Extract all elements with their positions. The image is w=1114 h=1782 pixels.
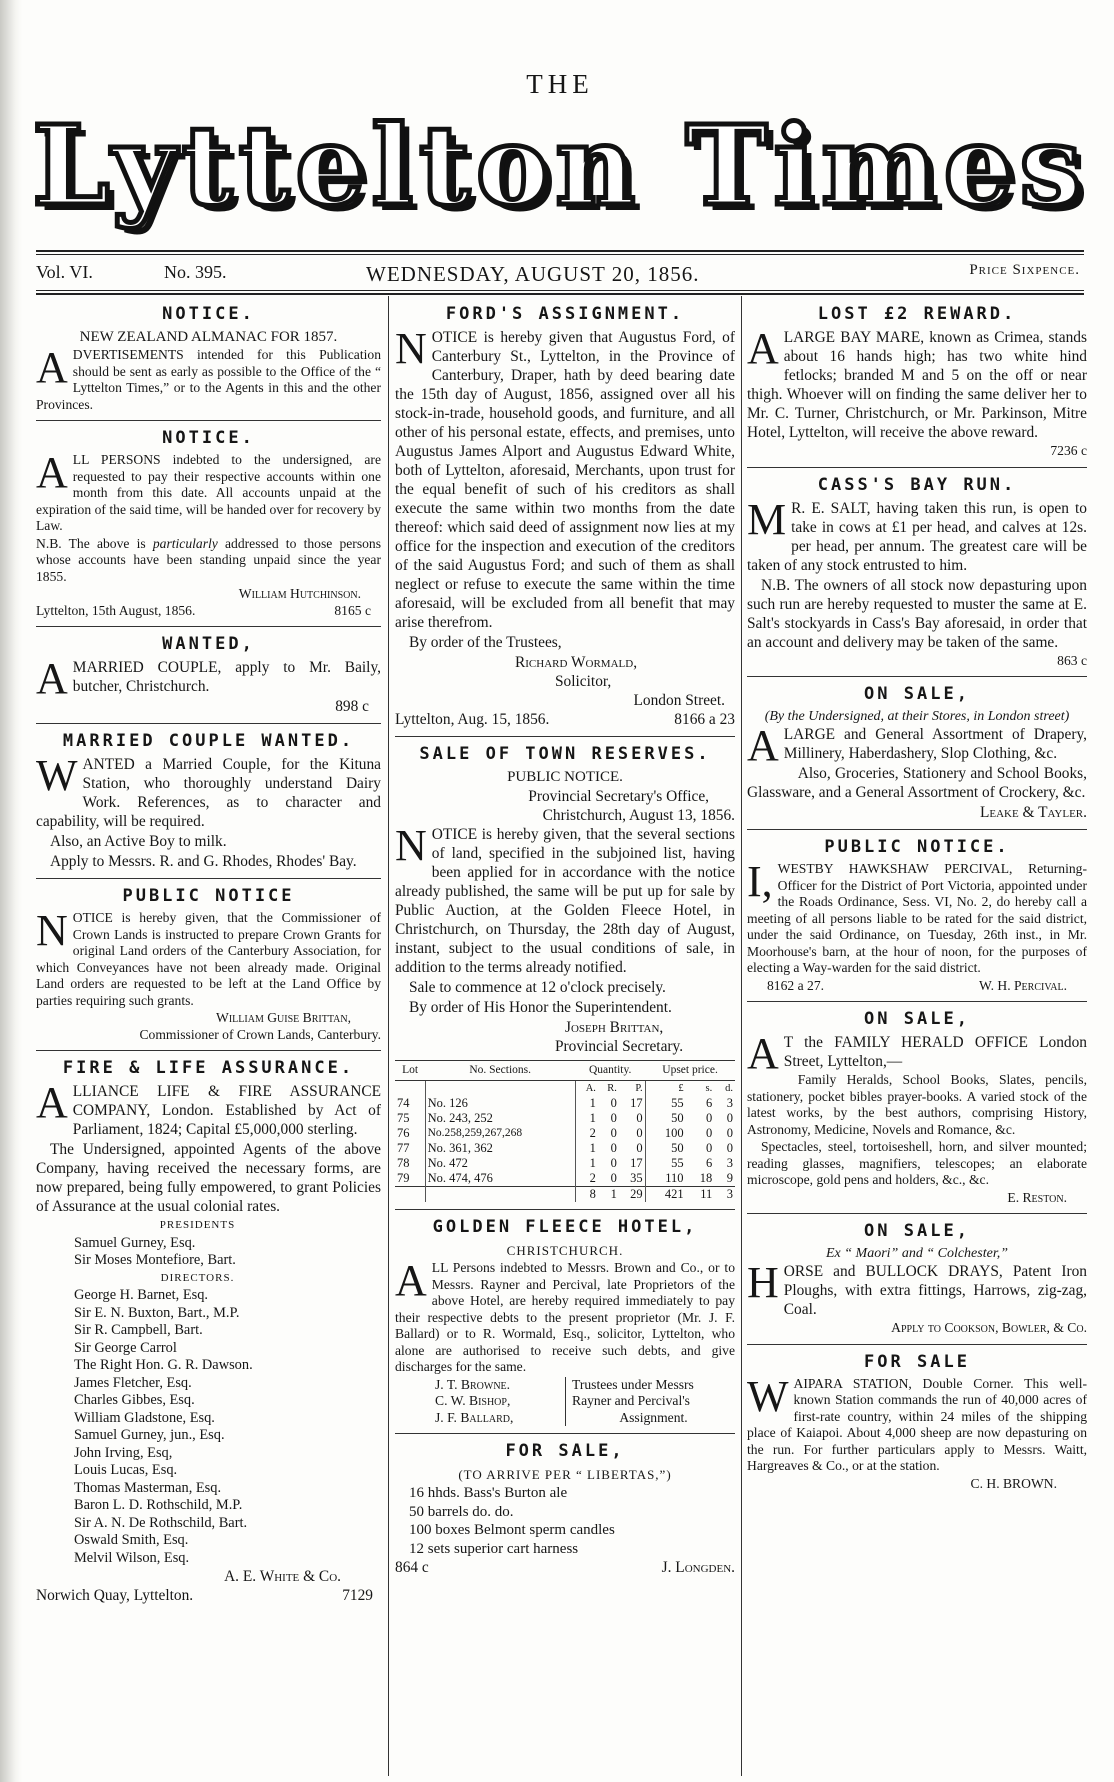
col-header-lot: Lot (395, 1061, 425, 1081)
total-roods: 1 (598, 1187, 619, 1203)
notice-body: OTICE is hereby given, that the several sections of land, specified in the subjoined list, having been applied for in accordance with the notice already published, the same will be put up for sale by Public Auction, at the Golden Fleece Hotel, in Christchurch, on Thursday, the 28th day of August, instant, subject to the usual conditions of sale, in addition to the terms already notified. (395, 826, 735, 976)
notice-heading: LOST £2 REWARD. (817, 304, 1017, 324)
notice-body-3: By order of His Honor the Superintendent. (409, 999, 672, 1016)
notice-heading: FORD'S ASSIGNMENT. (445, 304, 685, 324)
ad-ref: 8166 a 23 (674, 711, 735, 728)
notice-body: LL Persons indebted to Messrs. Brown and Co., or to Messrs. Rayner and Percival, late Proprietors of the above Hotel, are hereby required immediately to pay their respective debts to the present proprietor (Mr. J. F. Ballard) or to R. Wormald, Esq., solicitor, Lyttelton, who alone are authorised to receive such debts, and give discharges for the same. (395, 1260, 735, 1374)
divider (36, 626, 381, 627)
cell-sections: No.258,259,267,268 (425, 1126, 575, 1141)
notice-heading: FOR SALE, (505, 1441, 625, 1461)
drop-cap: N (395, 324, 427, 373)
drop-cap: W (36, 751, 78, 800)
newspaper-title: Lyttelton Times (32, 101, 1088, 230)
trustee-role: Trustees under Messrs (572, 1376, 694, 1392)
divider (747, 1344, 1087, 1345)
total-pounds: 421 (645, 1187, 685, 1203)
signature: William Guise Brittan, (216, 1010, 351, 1025)
signature: E. Reston. (1007, 1189, 1067, 1205)
cell-pounds: 55 (645, 1156, 685, 1171)
list-item: Sir George Carrol (74, 1339, 177, 1356)
drop-cap: A (36, 448, 68, 497)
notice-heading: CASS'S BAY RUN. (817, 474, 1017, 495)
list-item: Charles Gibbes, Esq. (74, 1392, 195, 1408)
notice-body-2: Also, Groceries, Stationery and School Books, Glassware, and a General Assortment of Crockery, &c. (747, 765, 1087, 801)
cell-lot: 77 (397, 1141, 410, 1155)
cell-perches: 17 (630, 1156, 643, 1170)
cell-perches: 0 (636, 1111, 643, 1125)
page-edge-shadow (0, 0, 22, 1782)
unit-pence: d. (725, 1083, 733, 1094)
list-item: Sir R. Campbell, Bart. (74, 1322, 203, 1338)
cell-lot: 74 (397, 1096, 410, 1110)
signature: W. H. Percival. (979, 977, 1067, 993)
price: Price Sixpence. (969, 262, 1080, 278)
masthead (30, 68, 1090, 230)
cell-shillings: 6 (706, 1156, 713, 1170)
notice-body-3: Spectacles, steel, tortoiseshell, horn, and silver mounted; reading glasses, magnifiers, telescopes; an elaborate microscope, gold pens and holders, &c., &c. (747, 1139, 1087, 1187)
cell-pounds: 110 (645, 1171, 685, 1187)
cell-lot: 76 (397, 1126, 410, 1140)
divider (747, 829, 1087, 830)
table-row (395, 1111, 735, 1126)
drop-cap: N (395, 821, 427, 870)
alliance-assurance-ad (36, 1056, 381, 1605)
cell-perches: 17 (630, 1096, 643, 1110)
notice-body: AIPARA STATION, Double Corner. This well-known Station commands the run of 40,000 acres of first-rate country, within 24 miles of the shipping place of Kaiapoi. About 4,000 sheep are now depasturing on the run. For further particulars apply to Messrs. Waitt, Hargreaves & Co., or at the station. (747, 1375, 1087, 1473)
cell-perches: 0 (636, 1126, 643, 1140)
table-row (395, 1096, 735, 1111)
nb-text-end: addressed to those persons whose accounts have been standing unpaid since the year 1855. (36, 535, 381, 584)
divider (36, 420, 381, 421)
cell-pence: 0 (726, 1126, 733, 1140)
notice-heading: GOLDEN FLEECE HOTEL, (432, 1217, 698, 1237)
cell-pounds: 50 (645, 1111, 685, 1126)
directors-label: DIRECTORS. (160, 1271, 235, 1284)
notice-heading: NOTICE. (162, 428, 255, 448)
drays-ad (747, 1219, 1087, 1337)
place: Norwich Quay, Lyttelton. (36, 1587, 194, 1604)
table-total-row (395, 1187, 735, 1203)
cell-acres: 1 (575, 1096, 598, 1111)
cell-sections: No. 472 (425, 1156, 575, 1171)
notice-heading: ON SALE, (864, 684, 970, 704)
issue-date: WEDNESDAY, AUGUST 20, 1856. (366, 262, 700, 286)
cell-acres: 2 (575, 1126, 598, 1141)
list-item: Samuel Gurney, jun., Esq. (74, 1427, 225, 1443)
table-row (395, 1126, 735, 1141)
notice-heading: PUBLIC NOTICE. (824, 837, 1010, 857)
signature: William Hutchinson. (238, 586, 361, 601)
column-rule-2 (741, 296, 742, 1776)
trustee-name: J. F. Ballard, (435, 1409, 514, 1425)
cell-roods: 0 (610, 1096, 617, 1110)
items-list (395, 1484, 735, 1558)
sections-table (395, 1060, 735, 1202)
trustee-role: Assignment. (619, 1409, 688, 1425)
drop-cap: A (36, 654, 68, 703)
notice-body: WESTBY HAWKSHAW PERCIVAL, Returning-Officer for the District of Port Victoria, appointed under the Roads Ordinance, Sess. VI, No. 2, do hereby call a meeting of all persons liable to be rated for the said district, under the said Ordinance, on Tuesday, 26th inst., in Mr. Moorhouse's barn, at the hour of noon, for the purposes of electing a Way-warden for the said district. (747, 861, 1087, 975)
list-item: Oswald Smith, Esq. (74, 1532, 189, 1548)
col-header-sections: No. Sections. (425, 1061, 575, 1081)
column-1 (36, 300, 381, 1770)
notice-heading: FIRE & LIFE ASSURANCE. (62, 1058, 355, 1078)
notice-body: DVERTISEMENTS intended for this Publication should be sent as early as possible to the Office of the “ Lyttelton Times,” or to the Agents in this and the other Provinces. (36, 347, 381, 412)
cell-lot: 75 (397, 1111, 410, 1125)
drop-cap: A (36, 1078, 68, 1127)
ad-ref: 8162 a 27. (767, 977, 825, 993)
waipara-station-ad (747, 1350, 1087, 1493)
col-header-upset: Upset price. (645, 1061, 735, 1081)
dateline (36, 262, 1084, 290)
signature: C. H. BROWN. (970, 1475, 1057, 1491)
drop-cap: A (747, 721, 779, 770)
divider (36, 723, 381, 724)
notice-body: OTICE is hereby given that Augustus Ford, of Canterbury St., Lyttelton, in the Province of Canterbury, Draper, hath by deed bearing date the 15th day of August, 1856, assigned over all his stock-in-trade, household goods, and furniture, and all other of his personal estate, effects, and premises, unto Augustus James Alport and Augustus Edward White, both of Lyttelton, aforesaid, Merchants, upon trust for the equal benefit of such of his creditors as shall execute the same within two months from the date thereof: which said deed of assignment now lies at my office for the inspection and execution of the creditors of the said Augustus Ford; and such of them as shall neglect or refuse to execute the same within the time aforesaid, will be excluded from all benefit that may arise therefrom. (395, 329, 735, 631)
place-date: Lyttelton, Aug. 15, 1856. (395, 711, 550, 728)
cell-sections: No. 243, 252 (425, 1111, 575, 1126)
on-sale-drapery (747, 682, 1087, 822)
ford-assignment-notice (395, 302, 735, 729)
list-item: John Irving, Esq, (74, 1444, 173, 1461)
ad-ref: 864 c (395, 1559, 429, 1576)
signature: A. E. White & Co. (224, 1568, 341, 1585)
presidents-list (36, 1217, 381, 1567)
volume: Vol. VI. (36, 262, 93, 282)
cell-acres: 1 (575, 1141, 598, 1156)
list-item: Melvil Wilson, Esq. (74, 1549, 190, 1566)
unit-acres: A. (575, 1081, 598, 1097)
nb-emphasis: particularly (152, 535, 218, 551)
lost-reward-notice (747, 302, 1087, 460)
notice-body: LARGE and General Assortment of Drapery, Millinery, Haberdashery, Slop Clothing, &c. (783, 726, 1087, 762)
total-shillings: 11 (686, 1187, 715, 1203)
signature-title: Commissioner of Crown Lands, Canterbury. (139, 1026, 381, 1042)
unit-pounds: £ (645, 1081, 685, 1097)
notice-body: LL PERSONS indebted to the undersigned, are requested to pay their respective accounts within one month from this date. All accounts unpaid at the expiration of the said time, will be handed over for recovery by Law. (36, 452, 381, 533)
drop-cap: M (747, 494, 787, 544)
divider (747, 1001, 1087, 1002)
notice-subheading: (TO ARRIVE PER “ LIBERTAS,”) (458, 1467, 672, 1482)
trustee-name: C. W. Bishop, (435, 1393, 511, 1408)
presidents-label: PRESIDENTS (159, 1219, 236, 1231)
masthead-rule-top (36, 250, 1084, 252)
divider (395, 1433, 735, 1434)
drop-cap: N (36, 906, 68, 955)
trustee-name: J. T. Browne. (435, 1376, 511, 1392)
list-item: 12 sets superior cart harness (409, 1540, 579, 1557)
notice-body: R. E. SALT, having taken this run, is open to take in cows at £1 per head, and calves at 12s. per head, per annum. The greatest care will be taken of any stock entrusted to him. (747, 499, 1087, 574)
percival-notice (747, 835, 1087, 994)
list-item: Sir Moses Montefiore, Bart. (74, 1252, 236, 1268)
golden-fleece-notice (395, 1215, 735, 1426)
signature: J. Longden. (661, 1559, 735, 1576)
notice-subheading: PUBLIC NOTICE. (507, 769, 623, 785)
signature-title: Solicitor, (555, 673, 612, 690)
ad-ref: 7236 c (1050, 443, 1087, 458)
table-row (395, 1171, 735, 1187)
masthead-rule-top-thin (36, 254, 1084, 255)
cell-roods: 0 (610, 1126, 617, 1140)
cell-perches: 35 (630, 1171, 643, 1185)
drop-cap: H (747, 1258, 779, 1307)
cell-pounds: 100 (645, 1126, 685, 1141)
for-sale-libertas (395, 1439, 735, 1577)
notice-body: ANTED a Married Couple, for the Kituna Station, who thoroughly understand Dairy Work. References, as to character and capability, will be required. (36, 756, 381, 830)
cass-bay-run-notice (747, 473, 1087, 670)
notice-subheading: (By the Undersigned, at their Stores, in London street) (764, 709, 1070, 724)
place-date: Lyttelton, 15th August, 1856. (36, 602, 196, 618)
drop-cap: A (36, 343, 68, 392)
drop-cap: I, (747, 857, 773, 906)
unit-shillings: s. (705, 1083, 713, 1094)
drop-cap: W (747, 1371, 789, 1421)
notice-line: Also, an Active Boy to milk. (50, 833, 227, 850)
ad-ref: 898 c (335, 698, 369, 715)
column-3 (747, 300, 1087, 1770)
column-2 (395, 300, 735, 1770)
divider (395, 736, 735, 737)
notice-subheading: NEW ZEALAND ALMANAC FOR 1857. (79, 329, 338, 345)
cell-acres: 1 (575, 1111, 598, 1126)
cell-shillings: 6 (706, 1096, 713, 1110)
notice-subheading: CHRISTCHURCH. (506, 1243, 624, 1258)
cell-sections: No. 474, 476 (425, 1171, 575, 1187)
notice-body: LARGE BAY MARE, known as Crimea, stands about 16 hands high; has two white hind fetlocks; branded M and 5 on the off or near thigh. Whoever will on finding the same deliver her to Mr. C. Turner, Christchurch, or Mr. Parkinson, Mitre Hotel, Lyttelton, will receive the above reward. (747, 329, 1087, 441)
notice-body-2: Sale to commence at 12 o'clock precisely. (409, 979, 666, 996)
drop-cap: A (747, 324, 779, 373)
signature-address: London Street. (633, 692, 725, 709)
notice-heading: ON SALE, (864, 1009, 970, 1029)
wanted-notice (36, 632, 381, 716)
town-reserves-notice (395, 742, 735, 1202)
notice-heading: PUBLIC NOTICE (122, 886, 295, 906)
list-item: Sir E. N. Buxton, Bart., M.P. (74, 1304, 240, 1321)
signature: Leake & Tayler. (979, 804, 1087, 821)
list-item: Thomas Masterman, Esq. (74, 1479, 222, 1496)
crown-grants-notice (36, 884, 381, 1043)
family-herald-ad (747, 1007, 1087, 1206)
list-item: 100 boxes Belmont sperm candles (409, 1522, 615, 1538)
trustees-block (435, 1377, 735, 1427)
notice-heading: MARRIED COUPLE WANTED. (62, 731, 355, 751)
list-item: Baron L. D. Rothschild, M.P. (74, 1497, 243, 1513)
masthead-rule-bottom (36, 290, 1084, 291)
total-perches: 29 (619, 1187, 645, 1203)
cell-pounds: 50 (645, 1141, 685, 1156)
unit-roods: R. (607, 1083, 617, 1094)
table-row (395, 1141, 735, 1156)
office-date: Christchurch, August 13, 1856. (542, 807, 735, 824)
list-item: The Right Hon. G. R. Dawson. (74, 1357, 253, 1373)
cell-shillings: 0 (706, 1111, 713, 1125)
divider (36, 1050, 381, 1051)
notice-heading: FOR SALE (864, 1351, 970, 1372)
list-item: Sir A. N. De Rothschild, Bart. (74, 1514, 248, 1531)
masthead-rule-bottom-thick (36, 293, 1084, 295)
column-rule-1 (388, 296, 389, 1776)
notice-line: Apply to Messrs. R. and G. Rhodes, Rhodes' Bay. (50, 853, 357, 870)
notice-body-2: Family Heralds, School Books, Slates, pencils, stationery, pocket bibles prayer-books. A varied stock of the latest works, by the best authors, comprising History, Astronomy, Medicine, Novels and Romance, &c. (747, 1072, 1087, 1137)
office: Provincial Secretary's Office, (528, 788, 709, 805)
signature: Richard Wormald, (515, 654, 638, 671)
col-header-quantity: Quantity. (575, 1061, 645, 1081)
notice-body: OTICE is hereby given, that the Commissioner of Crown Lands is instructed to prepare Crown Grants for original Land orders of the Canterbury Association, for which Conveyances have not been already made. Original Land orders are requested to be left at the Land Office by parties requiring such grants. (36, 910, 381, 1008)
cell-pence: 0 (726, 1141, 733, 1155)
cell-shillings: 0 (706, 1126, 713, 1140)
cell-shillings: 0 (706, 1141, 713, 1155)
total-acres: 8 (575, 1187, 598, 1203)
drop-cap: A (747, 1029, 779, 1078)
cell-roods: 0 (610, 1141, 617, 1155)
list-item: George H. Barnet, Esq. (74, 1287, 209, 1303)
divider (36, 878, 381, 879)
cell-pounds: 55 (645, 1096, 685, 1111)
cell-roods: 0 (610, 1111, 617, 1125)
almanac-notice (36, 302, 381, 413)
divider (747, 467, 1087, 468)
notice-body: MARRIED COUPLE, apply to Mr. Baily, butcher, Christchurch. (72, 659, 381, 695)
notice-heading: WANTED, (162, 634, 255, 654)
issue-number: No. 395. (164, 262, 227, 282)
signature: Apply to Cookson, Bowler, & Co. (891, 1320, 1087, 1335)
divider (395, 1209, 735, 1210)
cell-acres: 2 (575, 1171, 598, 1187)
list-item: Louis Lucas, Esq. (74, 1462, 178, 1478)
nb-text: N.B. The owners of all stock now depasturing upon such run are hereby requested to muster the same at E. Salt's stockyards in Cass's Bay aforesaid, in order that an account and delivery may be taken of the same. (747, 576, 1087, 651)
notice-body-2: The Undersigned, appointed Agents of the above Company, having received the necessary forms, are now prepared, being fully empowered, to grant Policies of Assurance at the usual colonial rates. (36, 1141, 381, 1215)
hutchinson-notice (36, 426, 381, 619)
divider (747, 1213, 1087, 1214)
cell-roods: 0 (610, 1171, 617, 1185)
cell-sections: No. 361, 362 (425, 1141, 575, 1156)
cell-lot: 79 (397, 1171, 410, 1185)
unit-perches: P. (635, 1083, 643, 1094)
ad-ref: 7129 (342, 1587, 373, 1604)
list-item: William Gladstone, Esq. (74, 1409, 215, 1426)
married-couple-notice (36, 729, 381, 871)
nb-text: N.B. The above is (36, 535, 153, 551)
total-pence: 3 (714, 1187, 735, 1203)
divider (747, 676, 1087, 677)
cell-acres: 1 (575, 1156, 598, 1171)
cell-pence: 0 (726, 1111, 733, 1125)
notice-body: LLIANCE LIFE & FIRE ASSURANCE COMPANY, London. Established by Act of Parliament, 1824; Capital £5,000,000 sterling. (72, 1083, 381, 1138)
notice-body: T the FAMILY HERALD OFFICE London Street, Lyttelton,— (783, 1034, 1087, 1070)
cell-roods: 0 (610, 1156, 617, 1170)
ad-ref: 8165 c (334, 602, 371, 618)
notice-heading: ON SALE, (864, 1221, 970, 1241)
notice-subheading: Ex “ Maori” and “ Colchester,” (825, 1246, 1008, 1261)
cell-shillings: 18 (699, 1171, 713, 1185)
list-item: James Fletcher, Esq. (74, 1374, 192, 1391)
notice-body: ORSE and BULLOCK DRAYS, Patent Iron Ploughs, with extra fittings, Harrows, zig-zag, Coal. (783, 1263, 1087, 1318)
cell-lot: 78 (397, 1156, 410, 1170)
cell-perches: 0 (636, 1141, 643, 1155)
notice-heading: SALE OF TOWN RESERVES. (419, 744, 711, 764)
cell-pence: 3 (726, 1096, 733, 1110)
table-row (395, 1156, 735, 1171)
trustee-role: Rayner and Percival's (572, 1393, 690, 1408)
list-item: 50 barrels do. do. (409, 1503, 514, 1520)
cell-pence: 9 (726, 1171, 733, 1185)
cell-pence: 3 (726, 1156, 733, 1170)
ad-ref: 863 c (1057, 652, 1087, 668)
notice-heading: NOTICE. (162, 304, 255, 324)
masthead-the: THE (526, 69, 594, 99)
cell-sections: No. 126 (425, 1096, 575, 1111)
list-item: Samuel Gurney, Esq. (74, 1234, 196, 1251)
drop-cap: A (395, 1256, 427, 1305)
signature-title: Provincial Secretary. (555, 1038, 684, 1055)
signature: Joseph Brittan, (565, 1019, 664, 1036)
order-line: By order of the Trustees, (409, 634, 562, 651)
list-item: 16 hhds. Bass's Burton ale (409, 1485, 568, 1501)
